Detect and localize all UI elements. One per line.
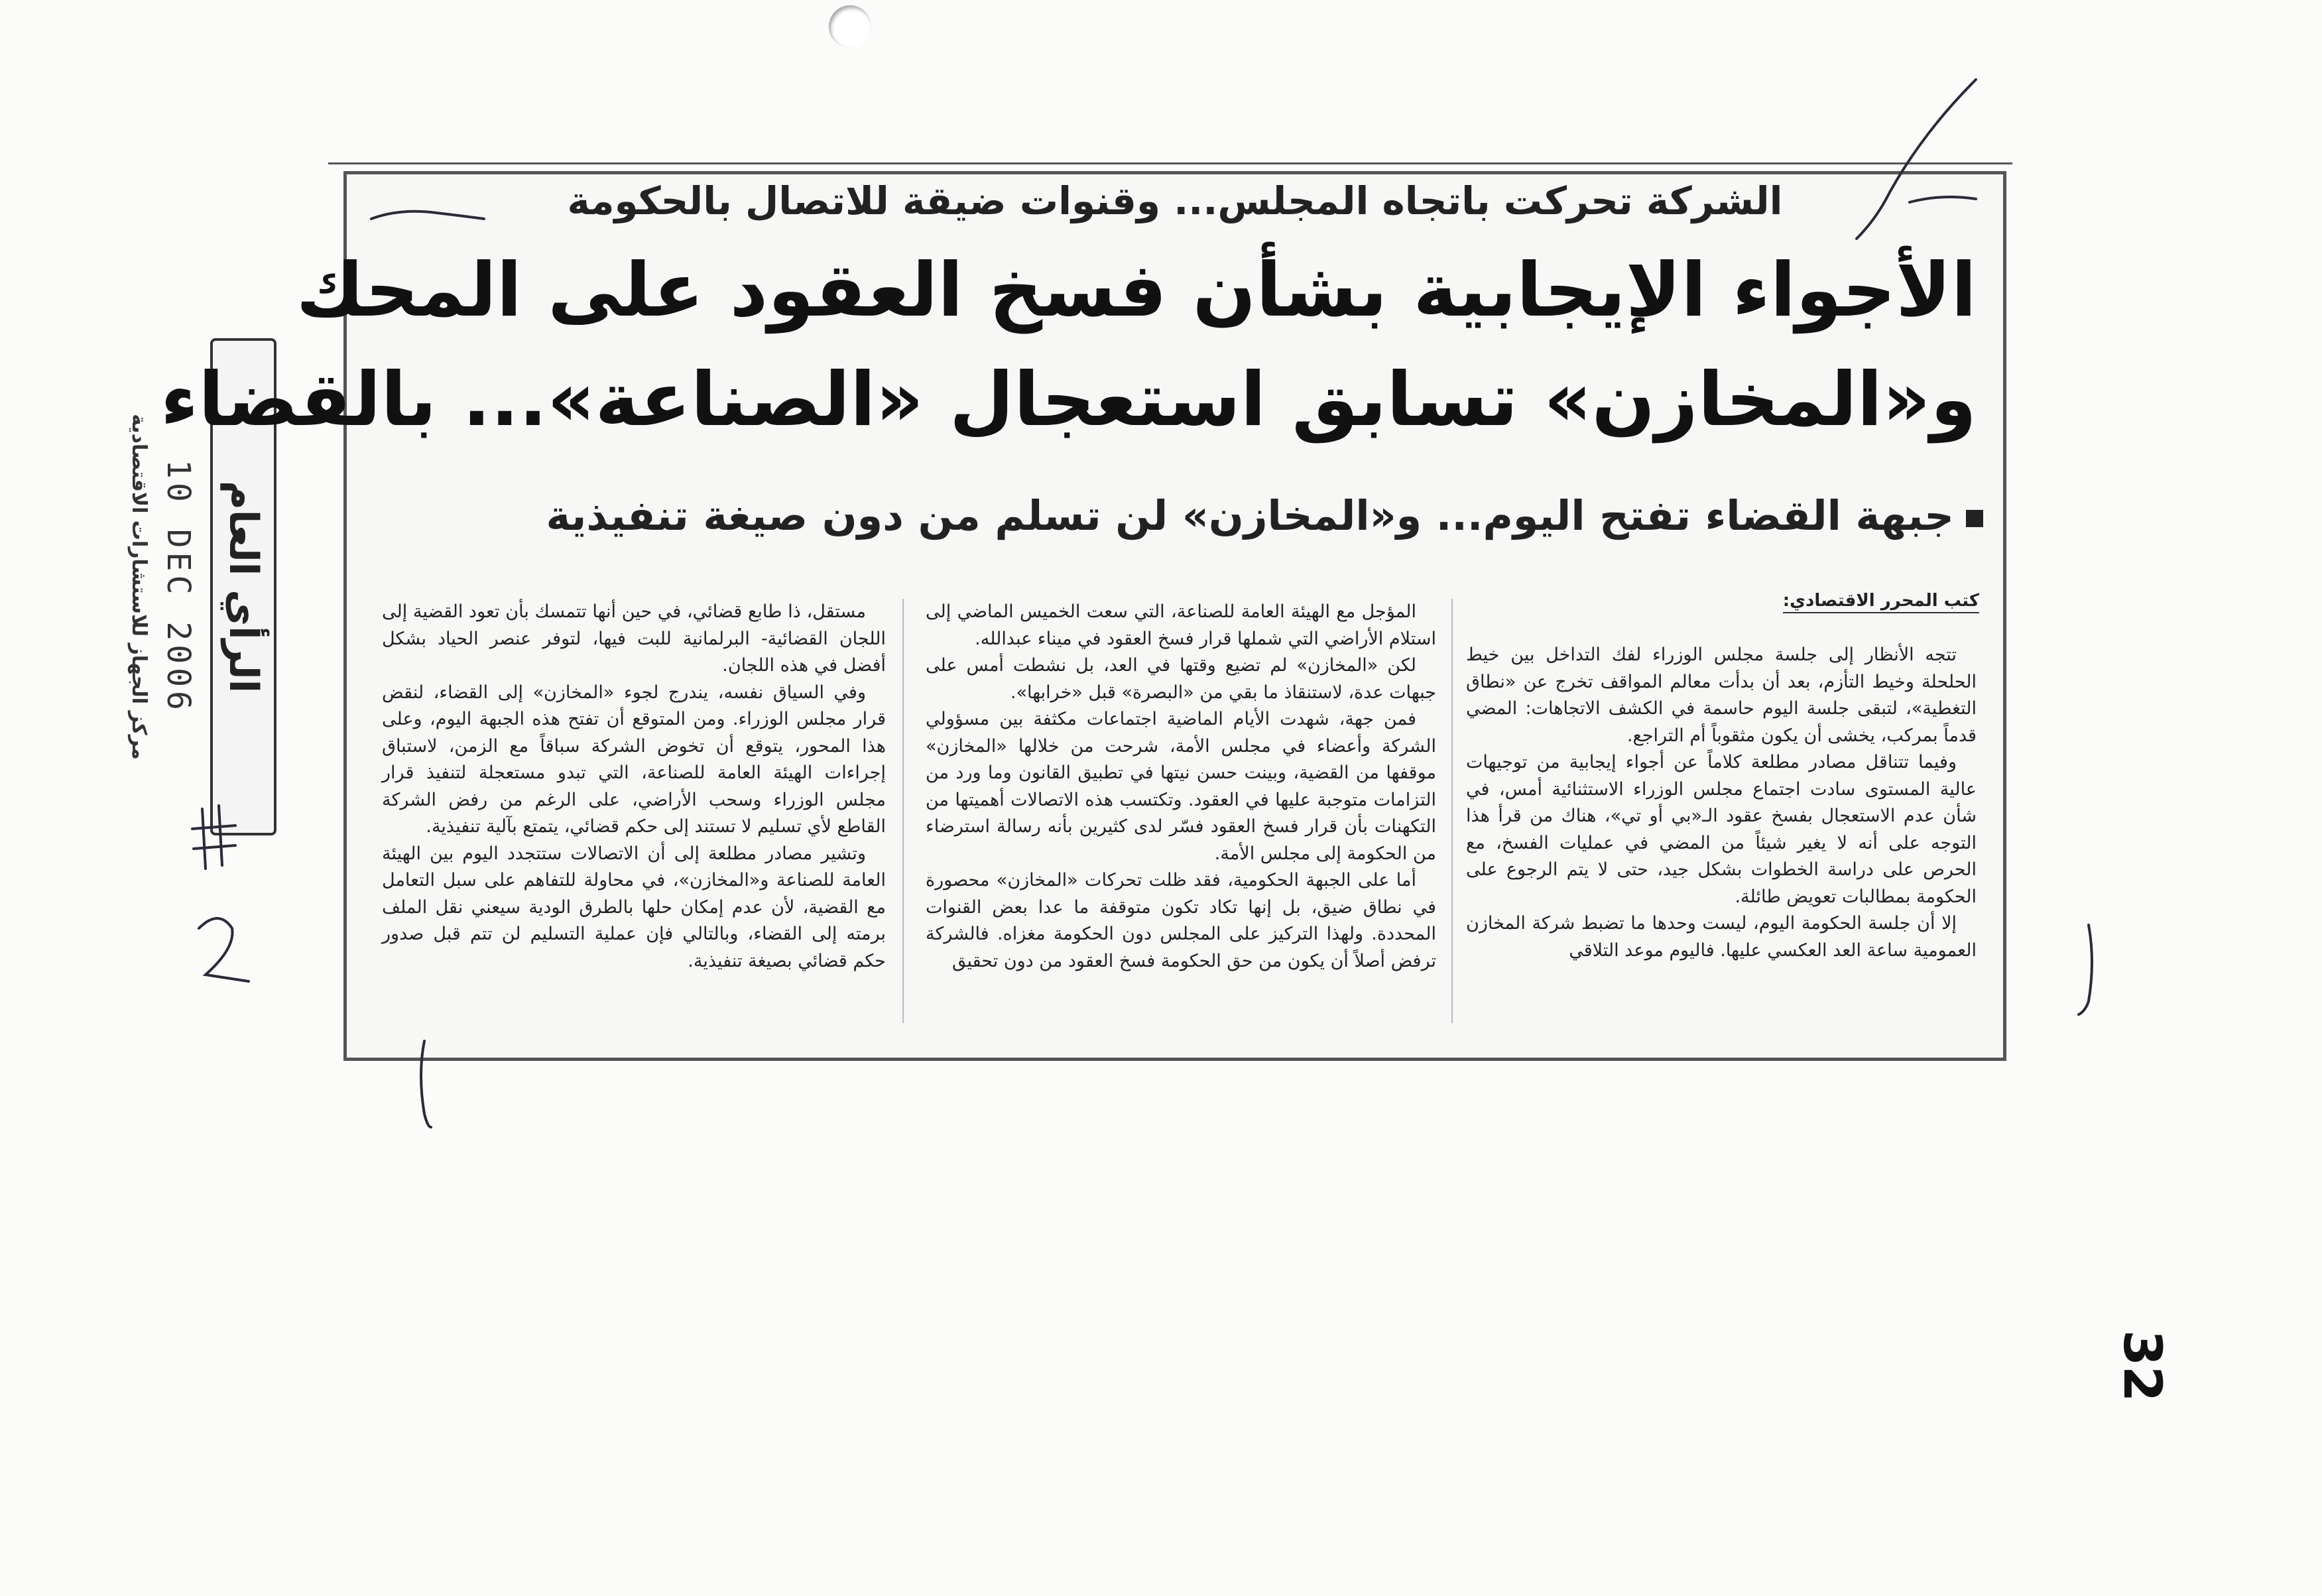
check-mark-icon <box>1857 80 1976 239</box>
stamp-center-name: مركز الجهاز للاستشارات الاقتصادية <box>127 414 151 760</box>
article-kicker: الشركة تحركت باتجاه المجلس... وقنوات ضيقة للاتصال بالحكومة <box>567 178 1783 223</box>
headline-line-2: و«المخازن» تسابق استعجال «الصناعة»... بالقضاء <box>160 357 1977 443</box>
paragraph: تتجه الأنظار إلى جلسة مجلس الوزراء لفك التداخل بين خيط الحلحلة وخيط التأزم، بعد أن بدأت معالم المواقف تخرج عن «نطاق التغطية»، لتبقى جلسة اليوم حاسمة في الكشف الاتجاهات: المضي قدماً بمركب، يخشى أن يكون مثقوباً أم التراجع. <box>1466 645 1977 746</box>
clip-mark-icon <box>371 212 484 219</box>
paragraph: وتشير مصادر مطلعة إلى أن الاتصالات ستتجدد اليوم بين الهيئة العامة للصناعة و«المخازن»، في محاولة للتفاهم على سبل التعامل مع القضية، لأن عدم إمكان حلها بالطرق الودية سيعني نقل الملف برمته إلى القضاء، وبالتالي فإن عملية التسليم لن تتم قبل صدور حكم قضائي بصيغة تنفيذية. <box>382 843 886 971</box>
subhead-text: جبهة القضاء تفتح اليوم... و«المخازن» لن تسلم من دون صيغة تنفيذية <box>546 491 1954 540</box>
page-number-text: 32 <box>2112 1329 2171 1402</box>
clip-mark-icon <box>1910 197 1976 202</box>
handwritten-2-icon <box>199 918 249 981</box>
paragraph: لكن «المخازن» لم تضيع وقتها في العد، بل نشطت أمس على جبهات عدة، لاستنقاذ ما بقي من «البصرة» قبل «خرابها». <box>926 655 1436 703</box>
clip-mark-icon <box>2079 925 2092 1014</box>
paragraph: فمن جهة، شهدت الأيام الماضية اجتماعات مكثفة بين مسؤولي الشركة وأعضاء في مجلس الأمة، شرحت من خلالها «المخازن» موقفها من القضية، وبينت حسن نيتها في تطبيق القانون وما ورد من التزامات متوجبة عليها في العقود. وتكتسب هذه الاتصالات أهميتها من التكهنات بأن قرار فسخ العقود فسّر لدى كثيرين بأنه رسالة استرضاء من الحكومة إلى مجلس الأمة. <box>926 709 1436 864</box>
page-number <box>2108 1323 2175 1402</box>
article-byline: كتب المحرر الاقتصادي: <box>1783 591 1979 613</box>
stamp-date: 10 DEC 2006 <box>160 460 197 714</box>
newspaper-logo: الرأي العام <box>210 338 276 835</box>
clip-mark-icon <box>421 1041 431 1127</box>
paragraph: وفيما تتناقل مصادر مطلعة كلاماً عن أجواء إيجابية من توجيهات عالية المستوى سادت اجتماع مجلس الوزراء الاستثنائية أمس، في شأن عدم الاستعجال بفسخ عقود الـ«بي أو تي»، هناك من قرأ هذا التوجه على أنه لا يغير شيئاً من المضي في عمليات الفسخ، مع الحرص على دراسة الخطوات بشكل جيد، حتى لا يتم الرجوع على الحكومة بمطالبات تعويض طائلة. <box>1466 752 1977 907</box>
paragraph: وفي السياق نفسه، يندرج لجوء «المخازن» إلى القضاء، لنقض قرار مجلس الوزراء. ومن المتوقع أن تفتح هذه الجبهة اليوم، وعلى هذا المحور، يتوقع أن تخوض الشركة سباقاً مع الزمن، لاستباق إجراءات الهيئة العامة للصناعة، التي تبدو مستعجلة لتنفيذ قرار مجلس الوزراء وسحب الأراضي، على الرغم من رفض الشركة القاطع لأي تسليم لا تستند إلى حكم قضائي، يتمتع بآلية تنفيذية. <box>382 682 886 837</box>
paragraph: أما على الجبهة الحكومية، فقد ظلت تحركات «المخازن» محصورة في نطاق ضيق، بل إنها تكاد تكون متوقفة ما عدا بعض القنوات المحددة. ولهذا التركيز على المجلس دون الحكومة مغزاه. فالشركة ترفض أصلاً أن يكون من حق الحكومة فسخ العقود من دون تحقيق <box>926 870 1436 971</box>
paragraph: مستقل، ذا طابع قضائي، في حين أنها تتمسك بأن تعود القضية إلى اللجان القضائية- البرلمانية للبت فيها، لتوفر عنصر الحياد بشكل أفضل في هذه اللجان. <box>382 601 886 676</box>
hash-mark-icon <box>192 806 235 869</box>
paragraph: المؤجل مع الهيئة العامة للصناعة، التي سعت الخميس الماضي إلى استلام الأراضي التي شملها قرار فسخ العقود في ميناء عبدالله. <box>926 601 1436 649</box>
headline-line-1: الأجواء الإيجابية بشأن فسخ العقود على المحك <box>296 247 1977 334</box>
paragraph: إلا أن جلسة الحكومة اليوم، ليست وحدها ما تضبط شركة المخازن العمومية ساعة العد العكسي عليها. فاليوم موعد التلاقي <box>1466 913 1977 961</box>
